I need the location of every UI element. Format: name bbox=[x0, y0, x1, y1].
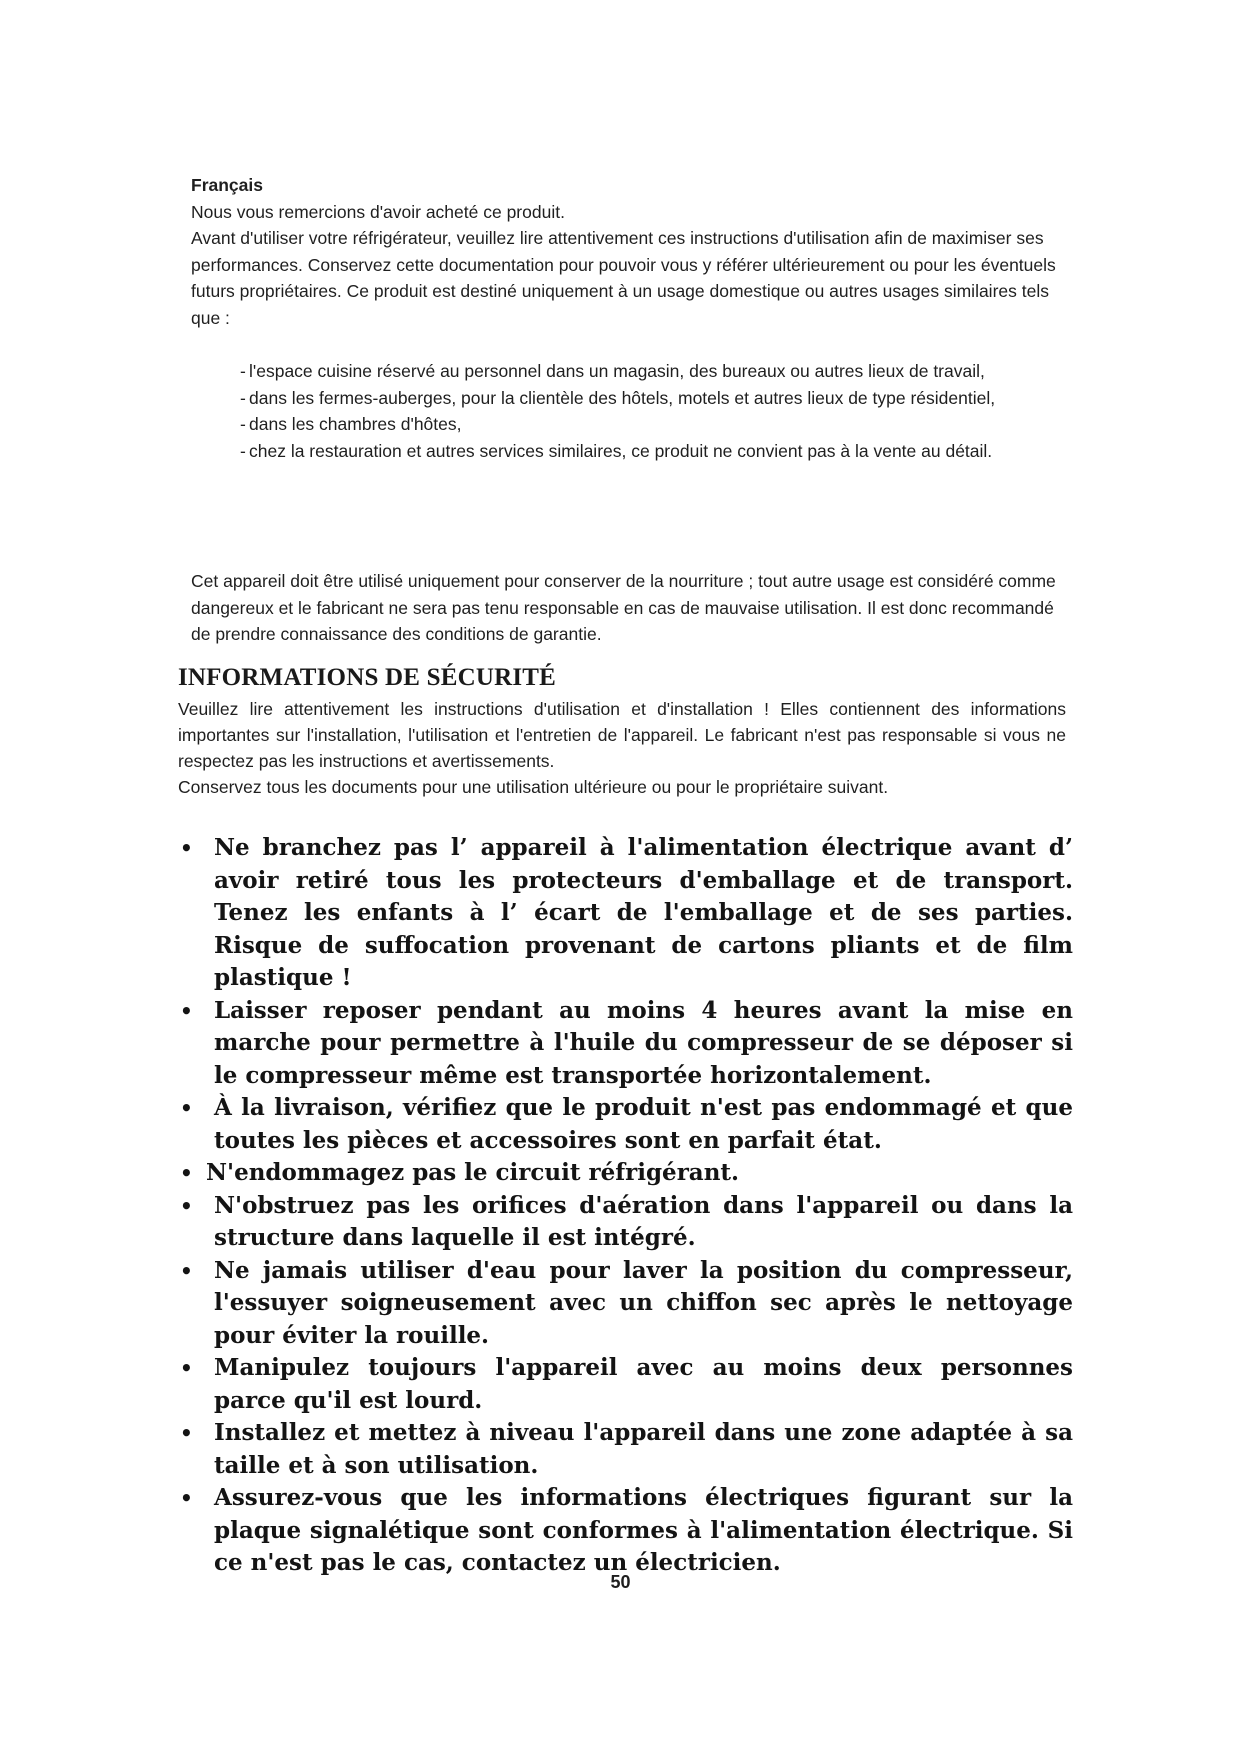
warning-item bbox=[178, 1092, 1073, 1157]
warning-item bbox=[178, 832, 1073, 995]
warning-text: Assurez-vous que les informations électriques figurant sur la plaque signalétique sont conformes à l'alimentation électrique. Si ce n'est pas le cas, contactez un électricien. bbox=[214, 1484, 1073, 1576]
bullet-icon: • bbox=[180, 1161, 193, 1185]
safety-intro bbox=[178, 696, 1066, 800]
safety-intro-text: Veuillez lire attentivement les instructions d'utilisation et d'installation ! Elles contiennent des informations importantes sur l'installation, l'utilisation et l'entretien de l'appareil. Le fabricant n'est pas responsable si vous ne respectez pas les instructions et avertissements. bbox=[178, 699, 1066, 771]
warning-item bbox=[178, 995, 1073, 1093]
bullet-icon: • bbox=[180, 1486, 193, 1510]
usage-list-item: - dans les fermes-auberges, pour la clientèle des hôtels, motels et autres lieux de type résidentiel, bbox=[240, 385, 1040, 412]
safety-title: INFORMATIONS DE SÉCURITÉ bbox=[178, 664, 557, 691]
warning-text: Laisser reposer pendant au moins 4 heures avant la mise en marche pour permettre à l'huile du compresseur de se déposer si le compresseur même est transportée horizontalement. bbox=[214, 996, 1073, 1089]
bullet-icon: • bbox=[180, 1193, 193, 1218]
warning-item bbox=[178, 1417, 1073, 1482]
bullet-icon: • bbox=[180, 1421, 193, 1445]
bullet-icon: • bbox=[180, 1096, 193, 1120]
bullet-icon: • bbox=[180, 1356, 193, 1380]
thanks-text: Nous vous remercions d'avoir acheté ce produit. bbox=[191, 201, 565, 222]
usage-list-item: - chez la restauration et autres services similaires, ce produit ne convient pas à la vente au détail. bbox=[240, 438, 1040, 465]
warning-item bbox=[178, 1352, 1073, 1417]
usage-note: Cet appareil doit être utilisé uniquement pour conserver de la nourriture ; tout autre usage est considéré comme dangereux et le fabricant ne sera pas tenu responsable en cas de mauvaise utilisation. Il est donc recommandé de prendre connaissance des conditions de garantie. bbox=[191, 571, 1056, 644]
intro-paragraph: Avant d'utiliser votre réfrigérateur, veuillez lire attentivement ces instructions d'utilisation afin de maximiser ses performances. Conservez cette documentation pour pouvoir vous y référer ultérieurement ou pour les éventuels futurs propriétaires. Ce produit est destiné uniquement à un usage domestique ou autres usages similaires tels que : bbox=[191, 228, 1056, 328]
warning-text: N'obstruez pas les orifices d'aération dans l'appareil ou dans la structure dans laquelle il est intégré. bbox=[214, 1191, 1073, 1251]
language-heading: Français bbox=[191, 175, 263, 195]
warning-item bbox=[178, 1482, 1073, 1580]
safety-keep-text: Conservez tous les documents pour une utilisation ultérieure ou pour le propriétaire suivant. bbox=[178, 777, 889, 797]
warning-text: N'endommagez pas le circuit réfrigérant. bbox=[206, 1159, 740, 1186]
warning-text: Installez et mettez à niveau l'appareil dans une zone adaptée à sa taille et à son utilisation. bbox=[214, 1419, 1073, 1479]
warning-text: Ne jamais utiliser d'eau pour laver la position du compresseur, l'essuyer soigneusement avec un chiffon sec après le nettoyage pour éviter la rouille. bbox=[214, 1256, 1073, 1349]
bullet-icon: • bbox=[180, 998, 193, 1023]
bullet-icon: • bbox=[180, 1258, 193, 1283]
warning-text: Manipulez toujours l'appareil avec au moins deux personnes parce qu'il est lourd. bbox=[214, 1354, 1073, 1414]
usage-list-item: - l'espace cuisine réservé au personnel dans un magasin, des bureaux ou autres lieux de travail, bbox=[240, 358, 1040, 385]
warning-text: À la livraison, vérifiez que le produit n'est pas endommagé et que toutes les pièces et accessoires sont en parfait état. bbox=[214, 1094, 1073, 1154]
warning-item bbox=[178, 1190, 1073, 1255]
intro-section bbox=[191, 172, 1061, 331]
page-number: 50 bbox=[610, 1572, 631, 1592]
warnings-list bbox=[178, 832, 1073, 1580]
usage-list bbox=[240, 358, 1040, 464]
warning-item bbox=[178, 1255, 1073, 1353]
usage-list-item: - dans les chambres d'hôtes, bbox=[240, 411, 1040, 438]
warning-text: Ne branchez pas l’ appareil à l'alimentation électrique avant d’ avoir retiré tous les protecteurs d'emballage et de transport. Tenez les enfants à l’ écart de l'emballage et de ses parties. Risque de suffocation provenant de cartons pliants et de film plastique ! bbox=[214, 834, 1073, 991]
bullet-icon: • bbox=[180, 836, 193, 860]
warning-item bbox=[178, 1157, 1073, 1190]
